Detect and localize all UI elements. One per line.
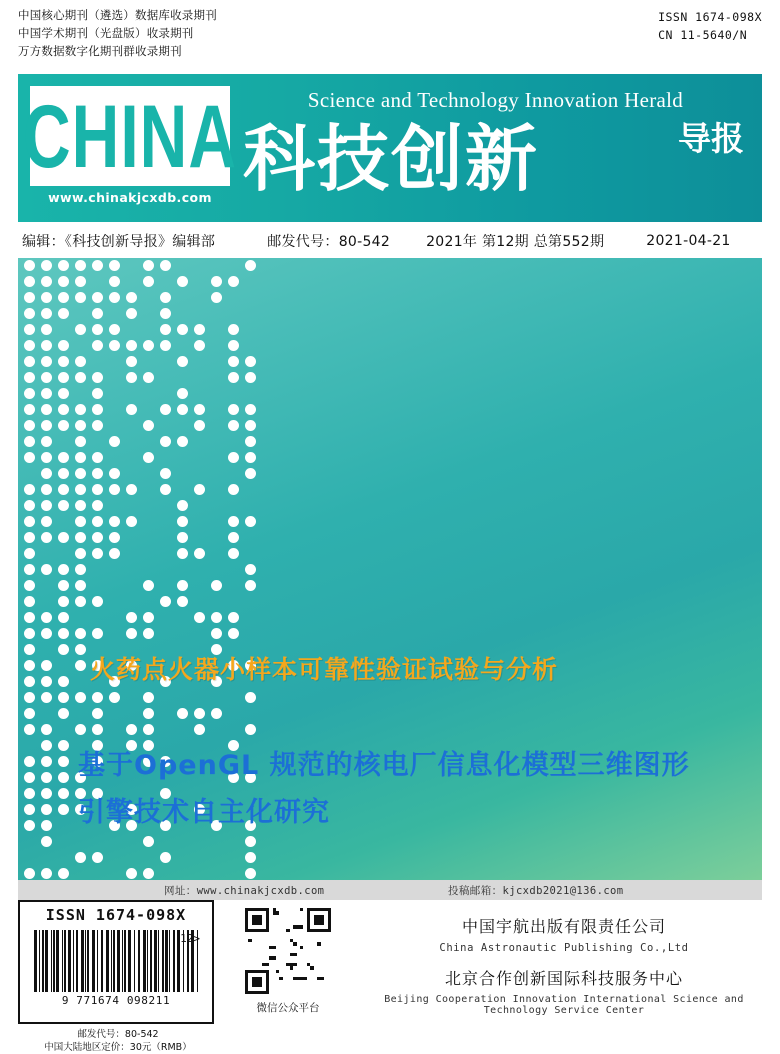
barcode-addon-code: 12> bbox=[180, 932, 200, 945]
serial-numbers bbox=[658, 8, 762, 44]
barcode-digits: 9 771674 098211 bbox=[61, 994, 171, 1007]
submission-email-text: 投稿邮箱：kjcxdb2021@136.com bbox=[448, 884, 624, 897]
issue-number-label: 2021年 第12期 总第552期 bbox=[426, 234, 605, 250]
chinese-journal-title: 科技创新 bbox=[243, 117, 540, 201]
postal-code-label: 邮发代号：80-542 bbox=[267, 234, 391, 250]
journal-website-label: www.chinakjcxdb.com bbox=[48, 190, 212, 205]
wechat-qr-code[interactable] bbox=[245, 908, 331, 994]
indexing-line-3: 万方数据数字化期刊群收录期刊 bbox=[18, 44, 182, 58]
indexing-notes bbox=[18, 6, 217, 60]
english-journal-title: Science and Technology Innovation Herald bbox=[307, 88, 684, 112]
cover-art-panel bbox=[18, 258, 762, 886]
indexing-line-2: 中国学术期刊（光盘版）收录期刊 bbox=[18, 26, 194, 40]
contact-bar bbox=[18, 880, 762, 900]
barcode-block bbox=[18, 900, 214, 1024]
publisher-name-cn: 中国宇航出版有限责任公司 bbox=[461, 917, 666, 936]
service-center-name-cn: 北京合作创新国际科技服务中心 bbox=[444, 969, 683, 988]
postal-code-footer: 邮发代号：80-542 bbox=[77, 1029, 159, 1040]
china-logo-text: CHINA bbox=[23, 86, 237, 186]
cover-footer bbox=[18, 900, 762, 1053]
issue-info-line bbox=[18, 228, 762, 254]
china-logo bbox=[23, 86, 237, 186]
issn-label: ISSN 1674-098X bbox=[45, 906, 187, 924]
postal-pricing-info bbox=[18, 1028, 218, 1054]
website-text: 网址：www.chinakjcxdb.com bbox=[164, 884, 325, 897]
cover-headline-primary: 火药点火器小样本可靠性验证试验与分析 bbox=[90, 655, 559, 684]
publisher-name-en: China Astronautic Publishing Co.,Ltd bbox=[439, 942, 689, 954]
barcode-bars bbox=[34, 930, 200, 992]
issn-number: ISSN 1674-098X bbox=[658, 10, 762, 24]
publish-date-label: 2021-04-21 bbox=[646, 233, 731, 249]
cn-number: CN 11-5640/N bbox=[658, 28, 748, 42]
indexing-line-1: 中国核心期刊（遴选）数据库收录期刊 bbox=[18, 8, 217, 22]
editor-label: 编辑：《科技创新导报》编辑部 bbox=[22, 234, 216, 250]
chinese-journal-title-suffix: 导报 bbox=[678, 119, 744, 158]
top-meta-bar bbox=[0, 0, 780, 78]
publisher-block bbox=[366, 914, 762, 1016]
service-center-name-en: Beijing Cooperation Innovation International Science and Technology Service Center bbox=[384, 994, 744, 1016]
cover-headline-secondary: 基于OpenGL 规范的核电厂信息化模型三维图形引擎技术自主化研究 bbox=[78, 750, 690, 828]
masthead-banner bbox=[18, 74, 762, 222]
qr-block bbox=[236, 908, 340, 1015]
wechat-qr-label: 微信公众平台 bbox=[256, 1002, 320, 1014]
price-footer: 中国大陆地区定价：30元（RMB） bbox=[44, 1042, 192, 1053]
